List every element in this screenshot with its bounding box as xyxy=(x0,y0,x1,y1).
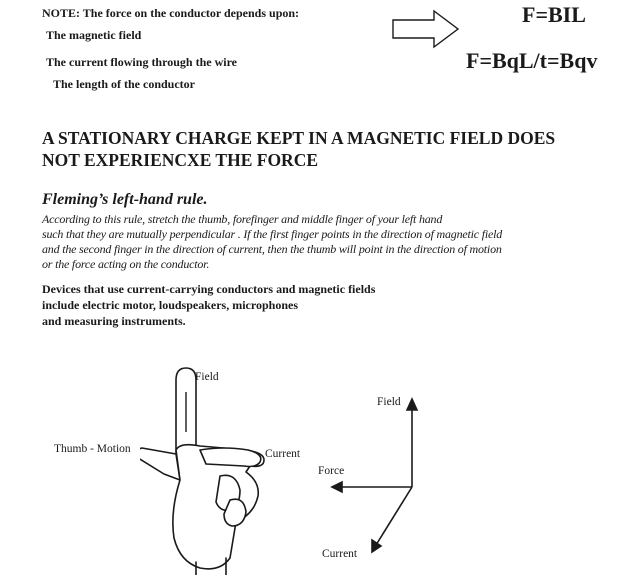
left-hand-illustration xyxy=(140,362,280,575)
axis-label-field: Field xyxy=(377,396,401,408)
devices-paragraph xyxy=(42,281,375,329)
note-item-length: The length of the conductor xyxy=(53,77,195,91)
hand-label-thumb-motion: Thumb - Motion xyxy=(54,443,131,455)
rule-title: Fleming’s left-hand rule. xyxy=(42,191,208,208)
equation-bqv: F=BqL/t=Bqv xyxy=(466,48,598,73)
field-arrowhead xyxy=(407,399,417,410)
rule-paragraph xyxy=(42,212,502,272)
heading-line-1: A STATIONARY CHARGE KEPT IN A MAGNETIC FIELD DOES xyxy=(42,128,556,148)
rule-line: According to this rule, stretch the thumb, forefinger and middle finger of your left hand xyxy=(42,212,443,226)
axis-label-current: Current xyxy=(322,548,358,560)
heading-line-2: NOT EXPERIENCXE THE FORCE xyxy=(42,150,319,170)
devices-line: include electric motor, loudspeakers, microphones xyxy=(42,298,298,312)
rule-line: such that they are mutually perpendicular . If the first finger points in the direction of magnetic field xyxy=(42,227,503,241)
note-item-current: The current flowing through the wire xyxy=(46,55,237,69)
equation-bil: F=BIL xyxy=(522,2,586,27)
current-axis xyxy=(376,487,412,545)
right-arrow-icon xyxy=(390,8,462,50)
hand-label-field: Field xyxy=(195,371,219,383)
note-item-field: The magnetic field xyxy=(46,28,142,42)
axis-label-force: Force xyxy=(318,465,345,477)
rule-line: and the second finger in the direction of current, then the thumb will point in the direction of motion xyxy=(42,242,502,256)
force-arrowhead xyxy=(332,482,342,492)
current-arrowhead xyxy=(372,540,381,552)
devices-line: Devices that use current-carrying conductors and magnetic fields xyxy=(42,282,376,296)
note-title: NOTE: The force on the conductor depends upon: xyxy=(42,6,300,20)
hand-label-current: Current xyxy=(265,448,301,460)
direction-axes-diagram xyxy=(320,395,430,565)
rule-line: or the force acting on the conductor. xyxy=(42,257,210,271)
devices-line: and measuring instruments. xyxy=(42,314,186,328)
